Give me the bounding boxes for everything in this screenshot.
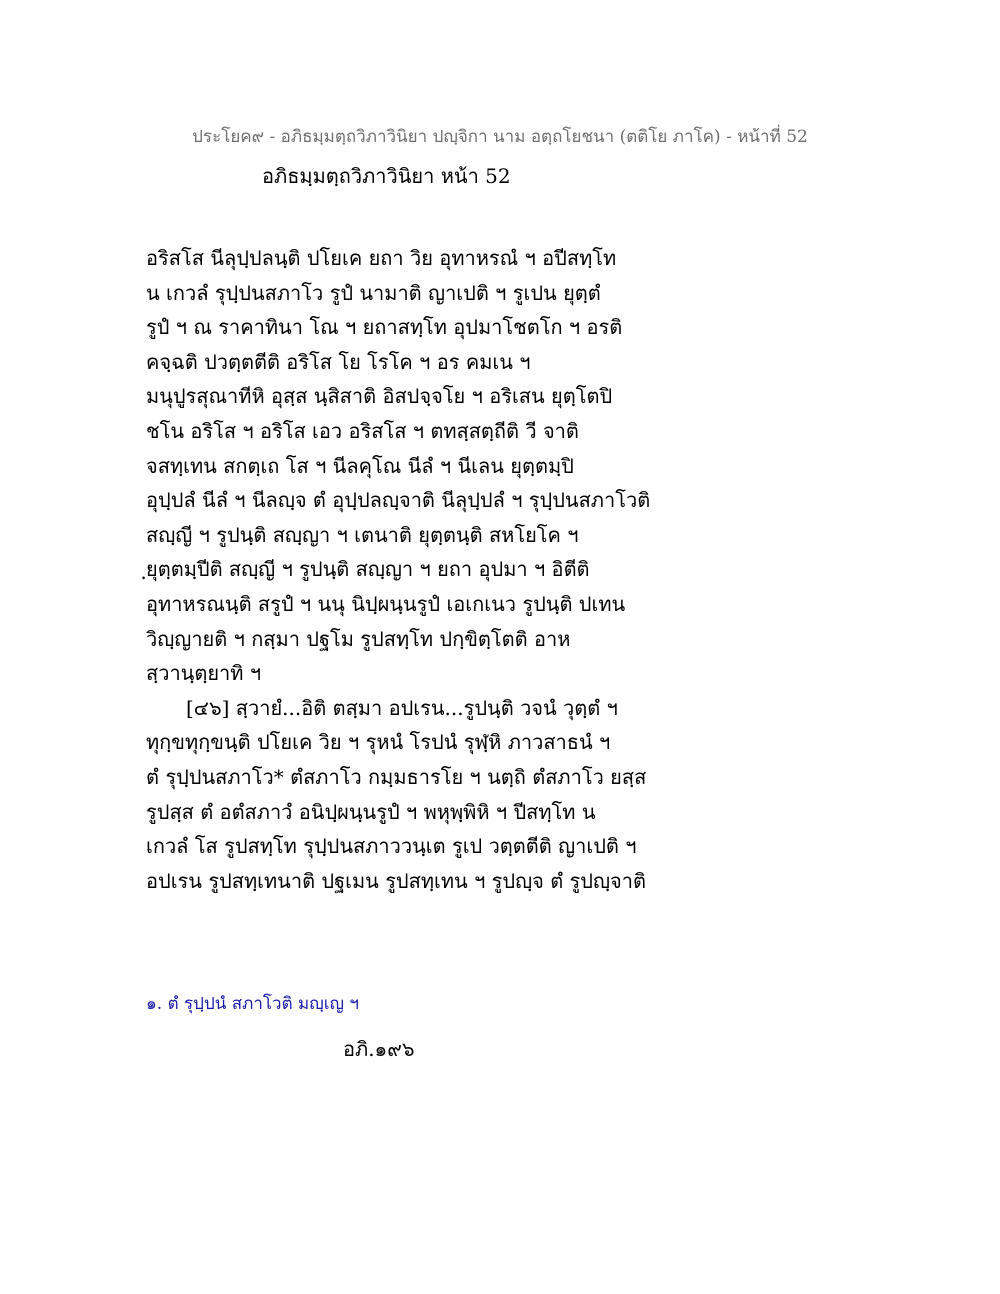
text-line: ชโน อริโส ฯ อริโส เอว อริสโส ฯ ตทสฺสตฺถีติ วี จาติ xyxy=(146,418,579,443)
text-line: อุทาหรณนฺติ สรูปํ ฯ นนุ นิปฺผนฺนรูปํ เอเกเนว รูปนฺติ ปเทน xyxy=(146,591,626,616)
text-line: [๔๖] สฺวายํ...อิติ ตสฺมา อปเรน...รูปนฺติ วจนํ วุตฺตํ ฯ xyxy=(186,695,618,720)
text-line: รูปสฺส ตํ อตํสภาวํ อนิปฺผนฺนรูปํ ฯ พหุพฺพิหิ ฯ ปีสทฺโท น xyxy=(146,799,596,824)
text-line: น เกวลํ รุปฺปนสภาโว รูปํ นามาติ ญาเปติ ฯ รูเปน ยุตฺตํ xyxy=(146,280,601,305)
text-line: สฺวานฺตฺยาทิ ฯ xyxy=(146,661,262,686)
body-text xyxy=(146,241,706,898)
text-line: ตํ รุปฺปนสภาโว* ตํสภาโว กมฺมธารโย ฯ นตฺถิ ตํสภาโว ยสฺส xyxy=(146,764,647,789)
text-line: อริสโส นีลุปฺปลนฺติ ปโยเค ยถา วิย อุทาหรณํ ฯ อปีสทฺโท xyxy=(146,246,617,270)
running-header: ประโยค๙ - อภิธมฺมตฺถวิภาวินิยา ปญฺจิกา นาม อตฺถโยชนา (ตติโย ภาโค) - หน้าที่ 52 xyxy=(192,127,808,147)
page-reference: อภิ.๑๙๖ xyxy=(343,1037,415,1061)
text-line: อุปฺปลํ นีลํ ฯ นีลญฺจ ตํ อุปฺปลญฺจาติ นีลุปฺปลํ ฯ รุปฺปนสภาโวติ xyxy=(146,488,651,513)
footnote: ๑. ตํ รุปฺปนํ สภาโวติ มญฺเญ ฯ xyxy=(146,994,359,1014)
text-line: เกวลํ โส รูปสทฺโท รุปฺปนสภาววนฺเต รูเป วตฺตตีติ ญาเปติ ฯ xyxy=(146,834,637,859)
text-line: อปเรน รูปสทฺเทนาติ ปฐเมน รูปสทฺเทน ฯ รูปญฺจ ตํ รูปญฺจาติ xyxy=(146,868,646,893)
book-title: อภิธมฺมตฺถวิภาวินิยา หน้า 52 xyxy=(262,164,511,188)
text-line: จสทฺเทน สกตฺเถ โส ฯ นีลคุโณ นีลํ ฯ นีเลน ยุตฺตมฺปิ xyxy=(146,453,574,478)
text-line: ฺยุตฺตมฺปีติ สญฺญี ฯ รูปนฺติ สญฺญา ฯ ยถา อุปมา ฯ อิตีติ xyxy=(146,557,590,582)
text-line: รูปํ ฯ ณ ราคาทินา โณ ฯ ยถาสทฺโท อุปมาโชตโก ฯ อรติ xyxy=(146,315,623,340)
text-line: มนุปูรสุณาทีหิ อุสฺส นฺสิสาติ อิสปจฺจโย ฯ อริเสน ยุตฺโตปิ xyxy=(146,384,613,409)
text-line: สญฺญี ฯ รูปนฺติ สญฺญา ฯ เตนาติ ยุตฺตนฺติ สหโยโค ฯ xyxy=(146,522,579,547)
text-line: วิญฺญายติ ฯ กสฺมา ปฐโม รูปสทฺโท ปกฺขิตฺโตติ อาห xyxy=(146,626,571,651)
text-line: คจฺฉติ ปวตฺตตีติ อริโส โย โรโค ฯ อร คมเน ฯ xyxy=(146,349,531,374)
text-line: ทุกฺขทุกฺขนฺติ ปโยเค วิย ฯ รุหนํ โรปนํ รุฬฺหิ ภาวสาธนํ ฯ xyxy=(146,730,611,755)
